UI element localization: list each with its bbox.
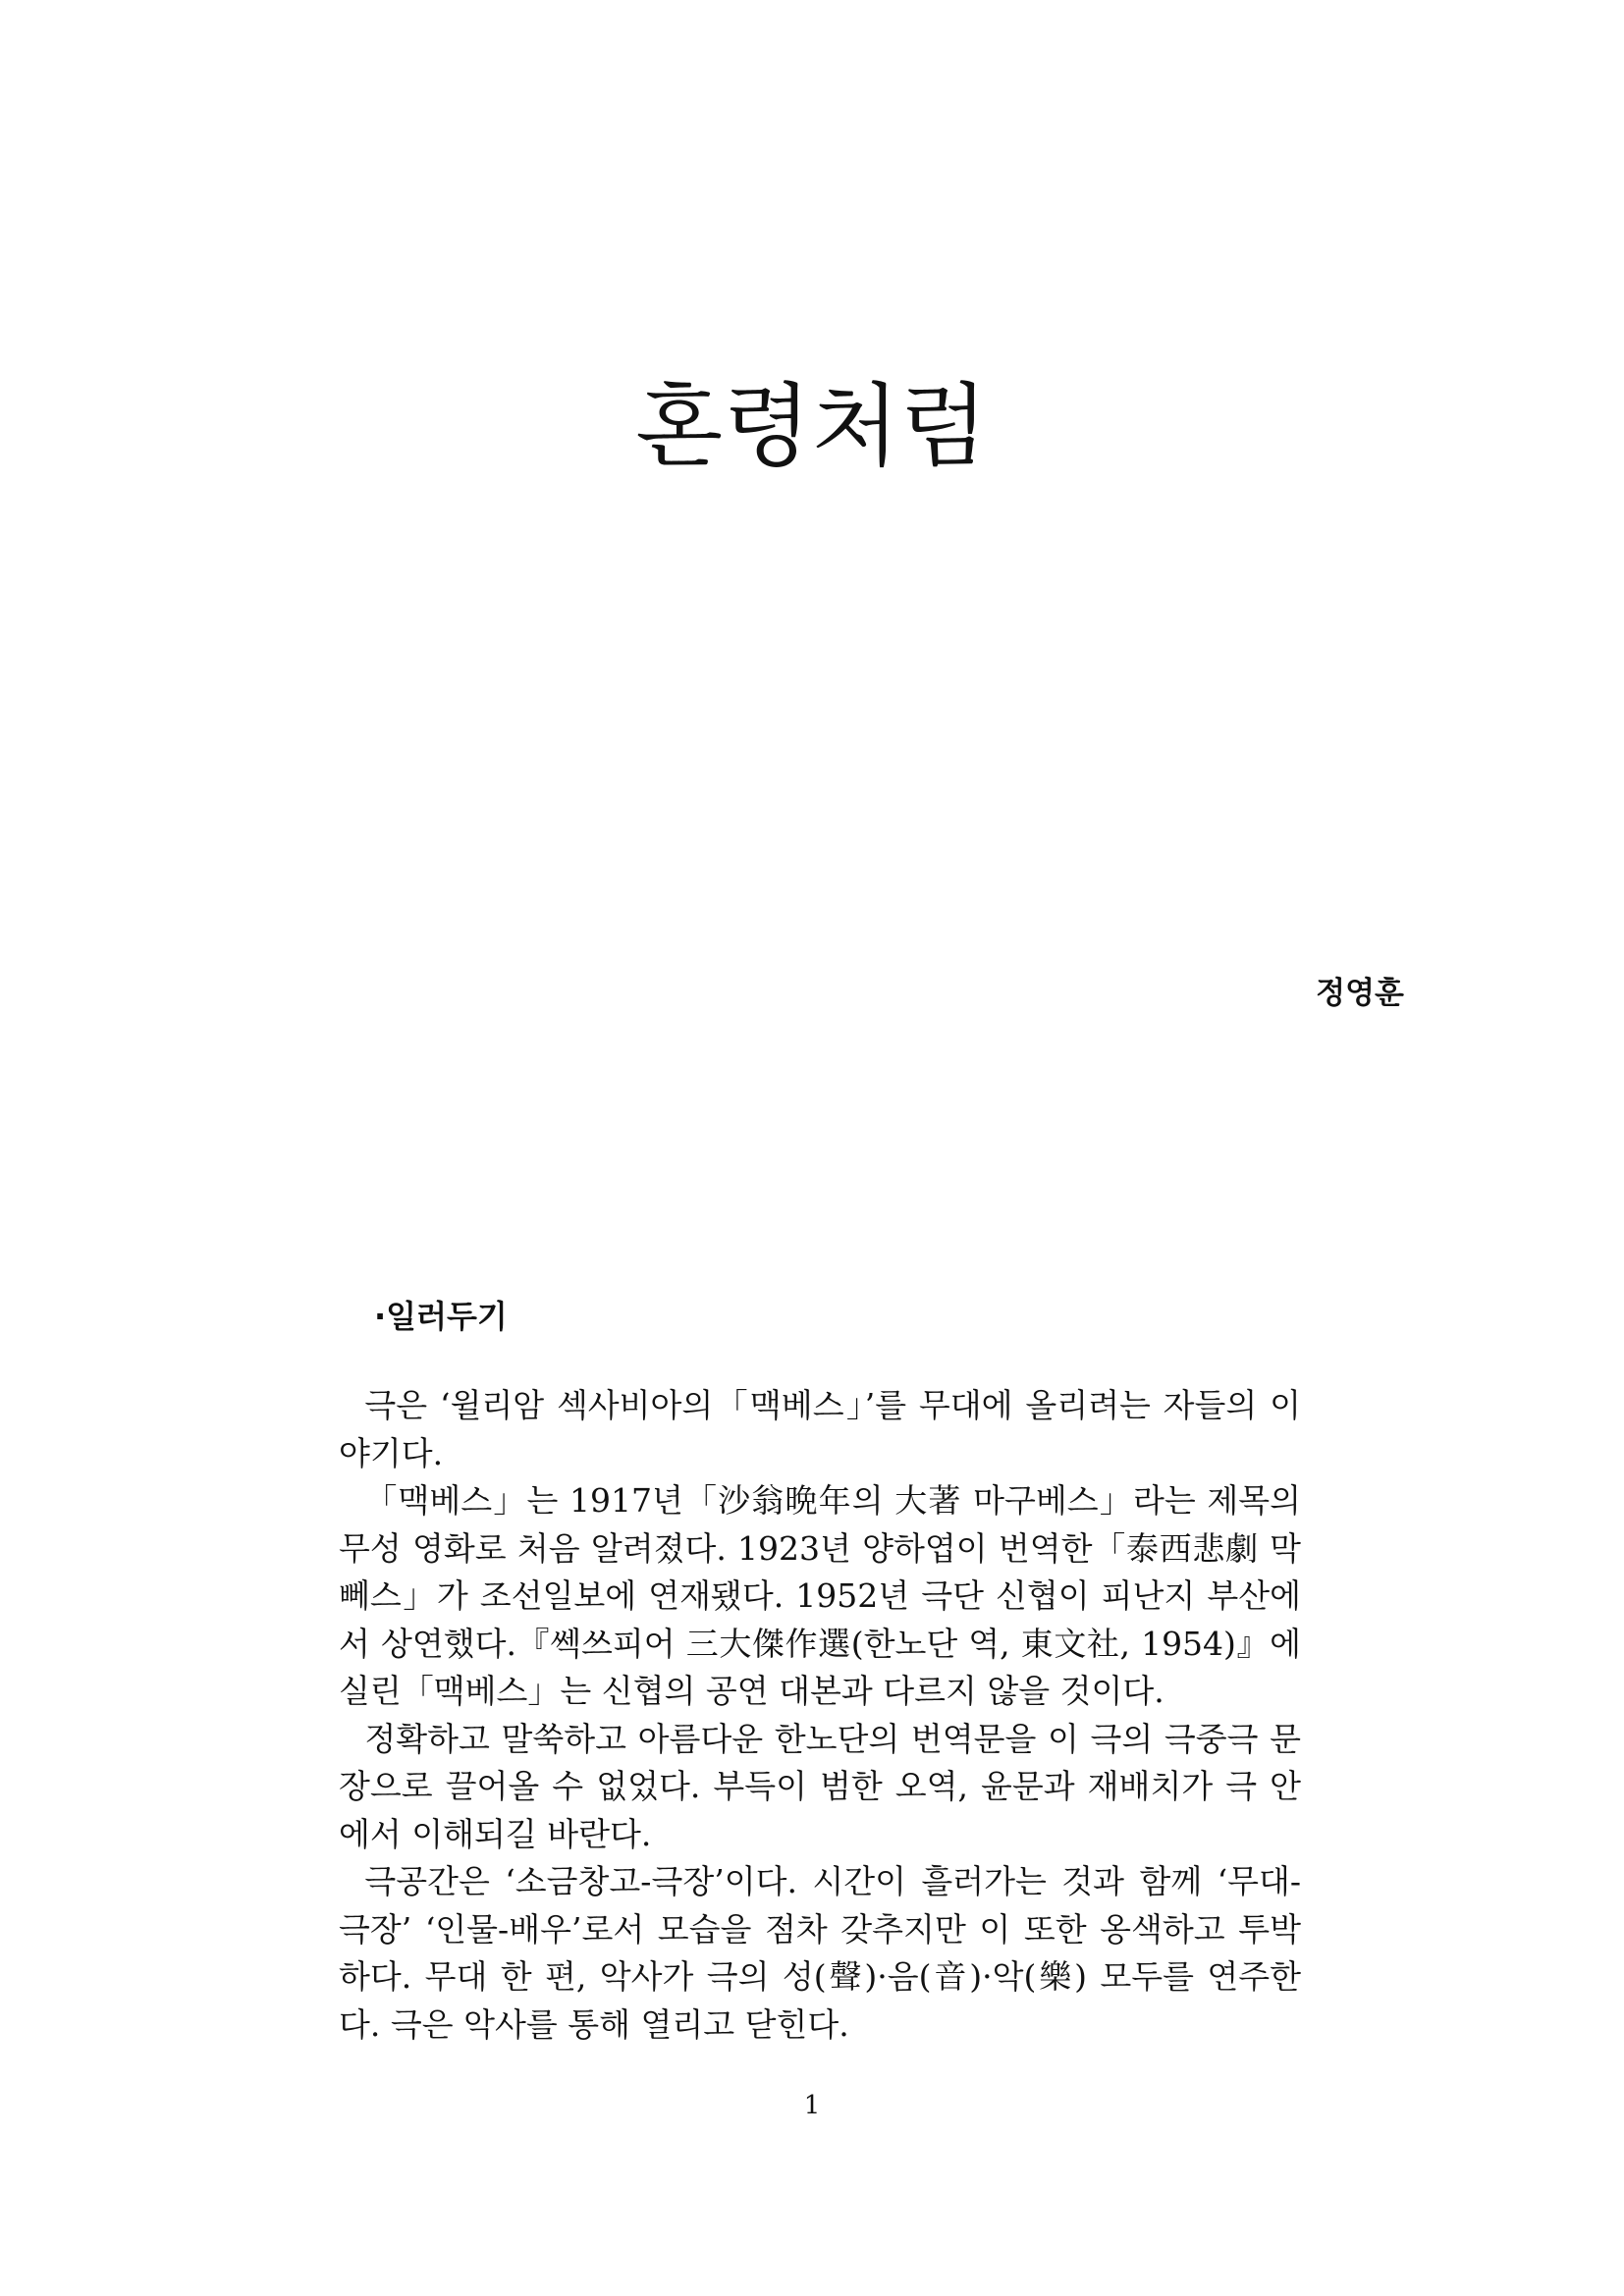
body-text — [339, 1382, 1301, 2049]
paragraph: 극공간은 ‘소금창고-극장’이다. 시간이 흘러가는 것과 함께 ‘무대-극장’ ‘인물-배우’로서 모습을 점차 갖추지만 이 또한 옹색하고 투박하다. 무대 한 편, 악사가 극의 성(聲)·음(音)·악(樂) 모두를 연주한다. 극은 악사를 통해 열리고 닫힌다. — [339, 1862, 1301, 2044]
paragraph: 극은 ‘윌리암 섹사비아의「맥베스」’를 무대에 올리려는 자들의 이야기다. — [339, 1386, 1301, 1472]
section-heading: ·일러두기 — [374, 1298, 508, 1335]
page-number: 1 — [803, 2091, 821, 2120]
author-name: 정영훈 — [1316, 976, 1404, 1011]
document-title: 혼령처럼 — [635, 373, 989, 479]
paragraph: 정확하고 말쑥하고 아름다운 한노단의 번역문을 이 극의 극중극 문장으로 끌어올 수 없었다. 부득이 범한 오역, 윤문과 재배치가 극 안에서 이해되길 바란다. — [339, 1719, 1301, 1853]
paragraph: 「맥베스」는 1917년「沙翁晩年의 大著 마구베스」라는 제목의 무성 영화로 처음 알려졌다. 1923년 양하엽이 번역한「泰西悲劇 막뻬스」가 조선일보에 연재됐다. 1952년 극단 신협이 피난지 부산에서 상연했다.『쎅쓰피어 三大傑作選(한노단 역, 東文社, 1954)』에 실린「맥베스」는 신협의 공연 대본과 다르지 않을 것이다. — [339, 1481, 1301, 1710]
